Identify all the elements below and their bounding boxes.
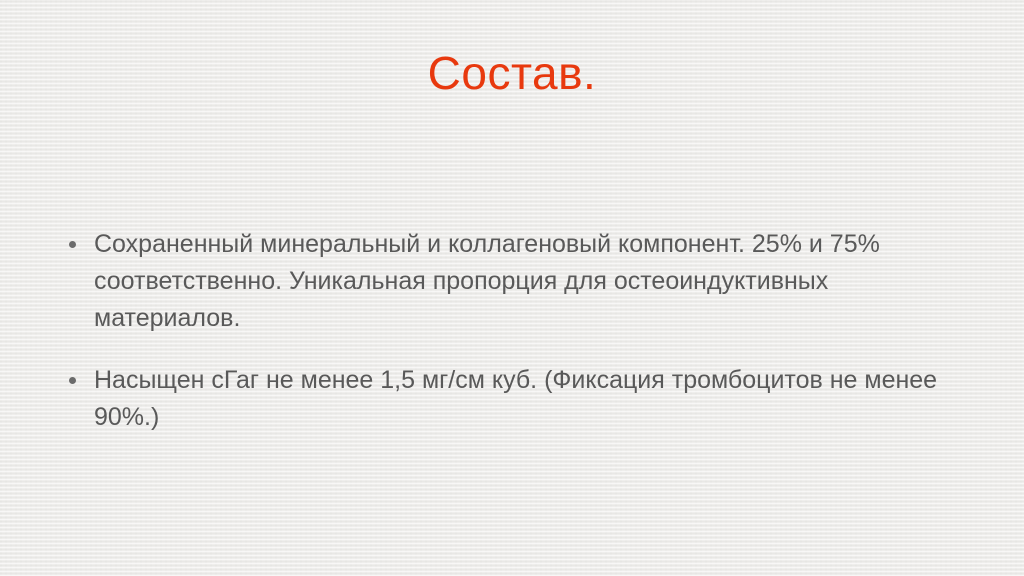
slide-title: Состав. [427, 47, 597, 99]
bullet-text: Сохраненный минеральный и коллагеновый компонент. 25% и 75% соответственно. Уникальная пропорция для остеоиндуктивных материалов. [94, 230, 880, 332]
bullet-text: Насыщен сГаг не менее 1,5 мг/см куб. (Фиксация тромбоцитов не менее 90%.) [94, 366, 938, 431]
bullet-item [66, 226, 940, 337]
bullet-list [66, 226, 940, 461]
bullet-item [66, 362, 940, 436]
bullet-dot-icon [69, 377, 76, 384]
bullet-dot-icon [69, 241, 76, 248]
